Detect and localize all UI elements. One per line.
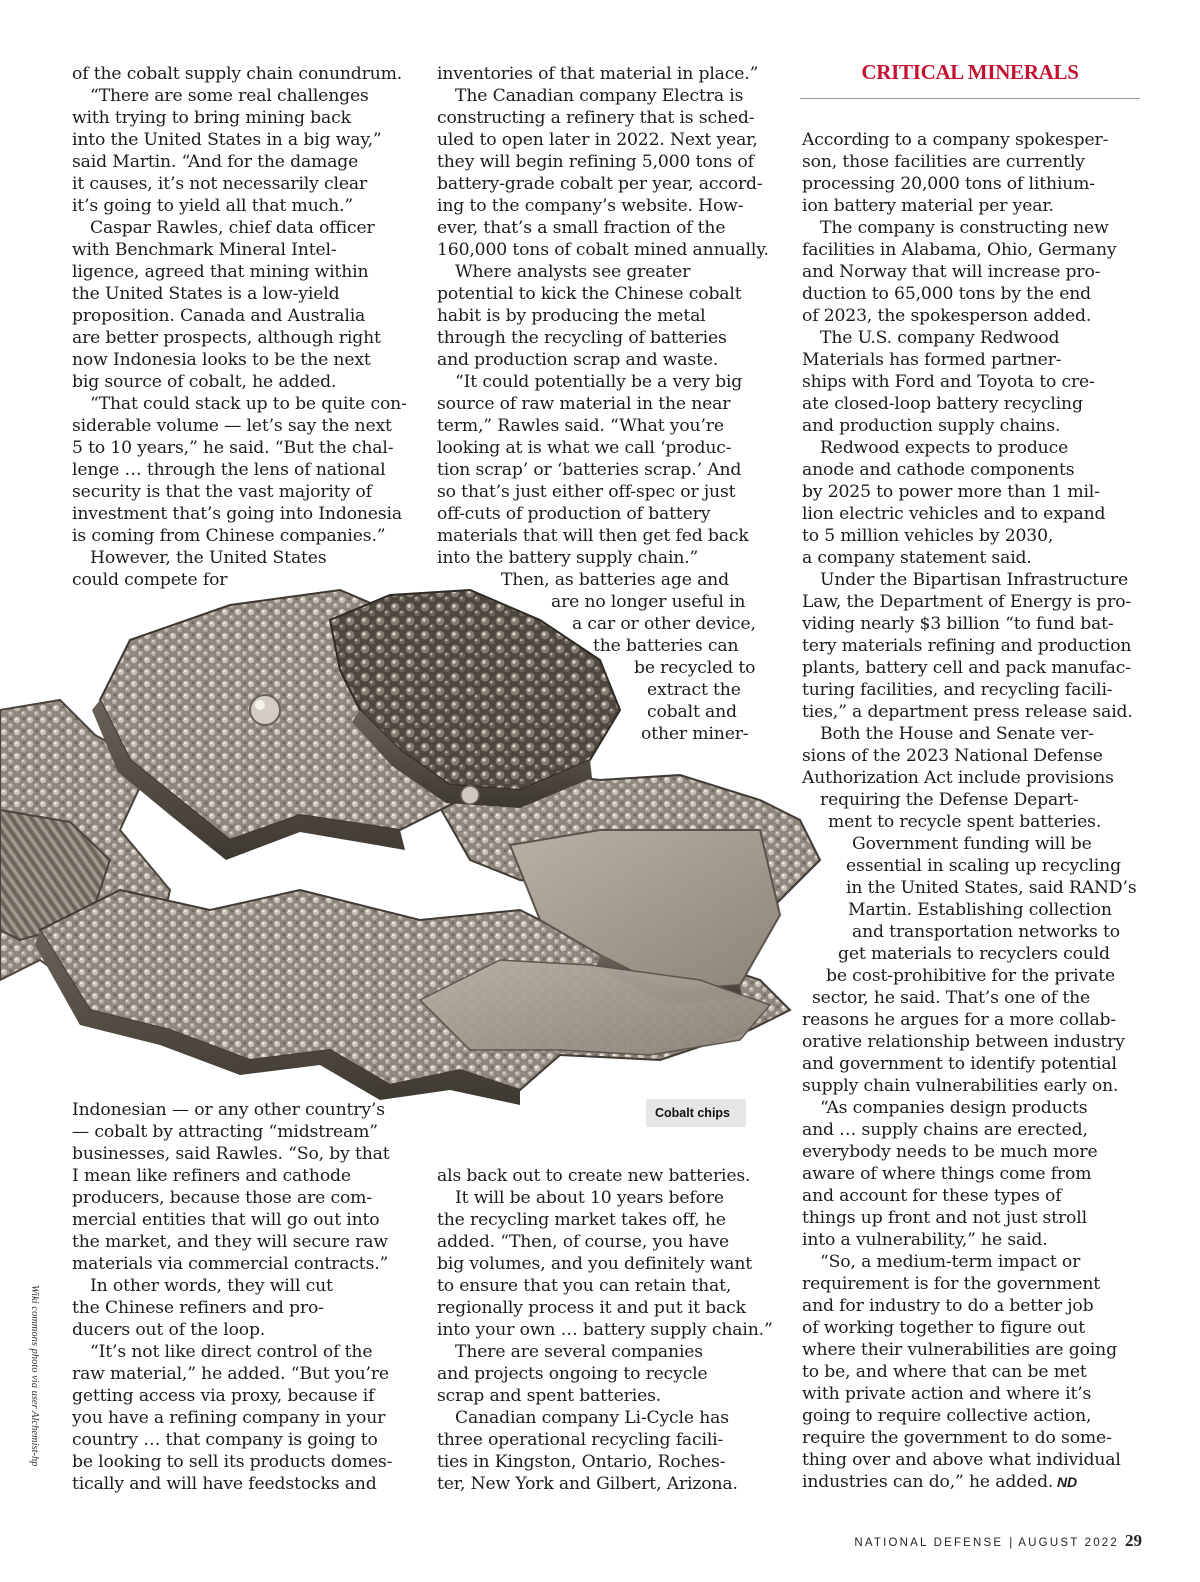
text-line: 160,000 tons of cobalt mined annually. — [437, 240, 769, 260]
cobalt-chips-photo — [0, 560, 840, 1120]
text-line: “As companies design products — [820, 1098, 1088, 1118]
text-line: “So, a medium-term impact or — [820, 1252, 1081, 1272]
text-line: Government funding will be — [852, 834, 1092, 854]
text-line: The U.S. company Redwood — [820, 328, 1060, 348]
text-line: It will be about 10 years before — [455, 1188, 724, 1208]
text-line: source of raw material in the near — [437, 394, 731, 414]
text-line: materials via commercial contracts.” — [72, 1254, 389, 1274]
text-line: getting access via proxy, because if — [72, 1386, 375, 1406]
text-line: they will begin refining 5,000 tons of — [437, 152, 754, 172]
text-line: The Canadian company Electra is — [455, 86, 744, 106]
text-line: Both the House and Senate ver- — [820, 724, 1094, 744]
text-line: battery-grade cobalt per year, accord- — [437, 174, 763, 194]
text-line: According to a company spokesper- — [802, 130, 1109, 150]
text-line: looking at is what we call ‘produc- — [437, 438, 732, 458]
text-line: in the United States, said RAND’s — [846, 878, 1137, 898]
text-line: “That could stack up to be quite con- — [90, 394, 407, 414]
text-line: son, those facilities are currently — [802, 152, 1085, 172]
text-line: “It could potentially be a very big — [455, 372, 743, 392]
column-2-bottom — [437, 1165, 777, 1495]
text-line: ion battery material per year. — [802, 196, 1054, 216]
text-line: other miner- — [641, 724, 749, 744]
text-line: the market, and they will secure raw — [72, 1232, 388, 1252]
text-line: with Benchmark Mineral Intel- — [72, 240, 337, 260]
text-line: mercial entities that will go out into — [72, 1210, 380, 1230]
text-line: ligence, agreed that mining within — [72, 262, 369, 282]
text-line: and projects ongoing to recycle — [437, 1364, 708, 1384]
text-line: into your own … battery supply chain.” — [437, 1320, 773, 1340]
text-line: into the battery supply chain.” — [437, 548, 699, 568]
column-1-top — [72, 63, 412, 591]
text-line: 5 to 10 years,” he said. “But the chal- — [72, 438, 394, 458]
text-line: to 5 million vehicles by 2030, — [802, 526, 1054, 546]
text-line: ties in Kingston, Ontario, Roches- — [437, 1452, 726, 1472]
text-line: three operational recycling facili- — [437, 1430, 724, 1450]
text-line: of working together to figure out — [802, 1318, 1086, 1338]
text-line: orative relationship between industry — [802, 1032, 1125, 1052]
text-line: and account for these types of — [802, 1186, 1062, 1206]
text-line: thing over and above what individual — [802, 1450, 1121, 1470]
text-line: a company statement said. — [802, 548, 1032, 568]
text-line: going to require collective action, — [802, 1406, 1092, 1426]
text-line: big volumes, and you definitely want — [437, 1254, 753, 1274]
text-line: is coming from Chinese companies.” — [72, 526, 386, 546]
text-line: get materials to recyclers could — [838, 944, 1110, 964]
text-line: “It’s not like direct control of the — [90, 1342, 373, 1362]
text-line: added. “Then, of course, you have — [437, 1232, 730, 1252]
text-line: are better prospects, although right — [72, 328, 381, 348]
text-line: constructing a refinery that is sched- — [437, 108, 755, 128]
text-line: plants, battery cell and pack manufac- — [802, 658, 1131, 678]
photo-caption: Cobalt chips — [646, 1099, 746, 1127]
text-line: require the government to do some- — [802, 1428, 1112, 1448]
text-line: I mean like refiners and cathode — [72, 1166, 351, 1186]
text-line: be cost-prohibitive for the private — [826, 966, 1116, 986]
text-line: the batteries can — [593, 636, 739, 656]
text-line: als back out to create new batteries. — [437, 1166, 751, 1186]
text-line: ties,” a department press release said. — [802, 702, 1133, 722]
text-line: habit is by producing the metal — [437, 306, 706, 326]
text-line: Martin. Establishing collection — [848, 900, 1112, 920]
column-3 — [802, 129, 1142, 1493]
text-line: materials that will then get fed back — [437, 526, 749, 546]
text-line: and transportation networks to — [852, 922, 1120, 942]
text-line: However, the United States — [90, 548, 327, 568]
text-line: tery materials refining and production — [802, 636, 1132, 656]
text-line: where their vulnerabilities are going — [802, 1340, 1117, 1360]
text-line: turing facilities, and recycling facili- — [802, 680, 1113, 700]
text-line: ever, that’s a small fraction of the — [437, 218, 726, 238]
text-line: inventories of that material in place.” — [437, 64, 759, 84]
text-line: be recycled to — [634, 658, 756, 678]
text-line: said Martin. “And for the damage — [72, 152, 359, 172]
text-line: now Indonesia looks to be the next — [72, 350, 371, 370]
text-line: ducers out of the loop. — [72, 1320, 266, 1340]
text-line: Under the Bipartisan Infrastructure — [820, 570, 1129, 590]
text-line: Authorization Act include provisions — [802, 768, 1114, 788]
text-line: security is that the vast majority of — [72, 482, 372, 502]
text-line: lenge … through the lens of national — [72, 460, 386, 480]
text-line: so that’s just either off-spec or just — [437, 482, 736, 502]
text-line: ate closed-loop battery recycling — [802, 394, 1083, 414]
magazine-name: NATIONAL DEFENSE — [854, 1537, 1004, 1549]
text-line: Caspar Rawles, chief data officer — [90, 218, 375, 238]
text-line: ment to recycle spent batteries. — [828, 812, 1102, 832]
text-line: ing to the company’s website. How- — [437, 196, 744, 216]
text-line: proposition. Canada and Australia — [72, 306, 366, 326]
text-line: Where analysts see greater — [455, 262, 691, 282]
text-line: processing 20,000 tons of lithium- — [802, 174, 1095, 194]
text-line: anode and cathode components — [802, 460, 1075, 480]
text-line: term,” Rawles said. “What you’re — [437, 416, 724, 436]
text-line: the recycling market takes off, he — [437, 1210, 726, 1230]
text-line: tically and will have feedstocks and — [72, 1474, 377, 1494]
text-line: sions of the 2023 National Defense — [802, 746, 1103, 766]
text-line: reasons he argues for a more collab- — [802, 1010, 1117, 1030]
text-line: things up front and not just stroll — [802, 1208, 1087, 1228]
text-line: investment that’s going into Indonesia — [72, 504, 402, 524]
text-line: Canadian company Li-Cycle has — [455, 1408, 729, 1428]
text-line: ships with Ford and Toyota to cre- — [802, 372, 1095, 392]
end-mark: ND — [1053, 1474, 1077, 1490]
text-line: lion electric vehicles and to expand — [802, 504, 1106, 524]
text-line: viding nearly $3 billion “to fund bat- — [802, 614, 1114, 634]
text-line: could compete for — [72, 570, 228, 590]
text-line: supply chain vulnerabilities early on. — [802, 1076, 1119, 1096]
text-line: duction to 65,000 tons by the end — [802, 284, 1091, 304]
text-line: scrap and spent batteries. — [437, 1386, 662, 1406]
section-title: CRITICAL MINERALS — [861, 60, 1079, 84]
text-line: it’s going to yield all that much.” — [72, 196, 353, 216]
text-line: into a vulnerability,” he said. — [802, 1230, 1048, 1250]
text-line: through the recycling of batteries — [437, 328, 727, 348]
text-line: essential in scaling up recycling — [846, 856, 1121, 876]
text-line: Then, as batteries age and — [501, 570, 729, 590]
text-line: — cobalt by attracting “midstream” — [72, 1122, 378, 1142]
text-line: producers, because those are com- — [72, 1188, 372, 1208]
text-line: uled to open later in 2022. Next year, — [437, 130, 758, 150]
text-line: it causes, it’s not necessarily clear — [72, 174, 368, 194]
text-line: Indonesian — or any other country’s — [72, 1100, 385, 1120]
text-line: into the United States in a big way,” — [72, 130, 382, 150]
text-line: are no longer useful in — [551, 592, 746, 612]
issue-date: AUGUST 2022 — [1018, 1537, 1119, 1549]
text-line: and production supply chains. — [802, 416, 1061, 436]
text-line: everybody needs to be much more — [802, 1142, 1098, 1162]
text-line: Redwood expects to produce — [820, 438, 1069, 458]
section-divider — [800, 98, 1140, 99]
text-line: facilities in Alabama, Ohio, Germany — [802, 240, 1117, 260]
text-line: off-cuts of production of battery — [437, 504, 711, 524]
text-line: the United States is a low-yield — [72, 284, 340, 304]
text-line: regionally process it and put it back — [437, 1298, 746, 1318]
text-line: requirement is for the government — [802, 1274, 1101, 1294]
text-line: sector, he said. That’s one of the — [812, 988, 1091, 1008]
text-line: and production scrap and waste. — [437, 350, 719, 370]
text-line: Materials has formed partner- — [802, 350, 1062, 370]
text-line: potential to kick the Chinese cobalt — [437, 284, 742, 304]
page-number: 29 — [1125, 1531, 1142, 1550]
text-line: and for industry to do a better job — [802, 1296, 1094, 1316]
text-line: the Chinese refiners and pro- — [72, 1298, 324, 1318]
text-line: extract the — [647, 680, 741, 700]
text-line: you have a refining company in your — [72, 1408, 386, 1428]
text-line: a car or other device, — [572, 614, 756, 634]
text-line: Law, the Department of Energy is pro- — [802, 592, 1132, 612]
text-line: businesses, said Rawles. “So, by that — [72, 1144, 390, 1164]
text-line: and Norway that will increase pro- — [802, 262, 1101, 282]
text-line: siderable volume — let’s say the next — [72, 416, 392, 436]
text-line: to be, and where that can be met — [802, 1362, 1087, 1382]
text-line: There are several companies — [455, 1342, 703, 1362]
text-line: by 2025 to power more than 1 mil- — [802, 482, 1100, 502]
text-line: of 2023, the spokesperson added. — [802, 306, 1092, 326]
text-line: to ensure that you can retain that, — [437, 1276, 732, 1296]
text-line: In other words, they will cut — [90, 1276, 333, 1296]
text-line: of the cobalt supply chain conundrum. — [72, 64, 403, 84]
text-line: big source of cobalt, he added. — [72, 372, 337, 392]
text-line: ter, New York and Gilbert, Arizona. — [437, 1474, 738, 1494]
text-line: cobalt and — [647, 702, 737, 722]
text-line: aware of where things come from — [802, 1164, 1092, 1184]
text-line: raw material,” he added. “But you’re — [72, 1364, 389, 1384]
page-footer: NATIONAL DEFENSE | AUGUST 2022 29 — [854, 1531, 1142, 1550]
text-line: tion scrap’ or ‘batteries scrap.’ And — [437, 460, 742, 480]
text-line: industries can do,” he added. ND — [802, 1472, 1077, 1492]
text-line: with private action and where it’s — [802, 1384, 1092, 1404]
text-line: requiring the Defense Depart- — [820, 790, 1079, 810]
text-line: The company is constructing new — [820, 218, 1109, 238]
text-line: with trying to bring mining back — [72, 108, 351, 128]
text-line: “There are some real challenges — [90, 86, 369, 106]
text-line: and government to identify potential — [802, 1054, 1117, 1074]
photo-credit: Wiki commons photo via user Alchemist-hp — [29, 1285, 40, 1467]
text-line: be looking to sell its products domes- — [72, 1452, 393, 1472]
text-line: and … supply chains are erected, — [802, 1120, 1088, 1140]
text-line: country … that company is going to — [72, 1430, 378, 1450]
column-1-bottom — [72, 1099, 412, 1495]
